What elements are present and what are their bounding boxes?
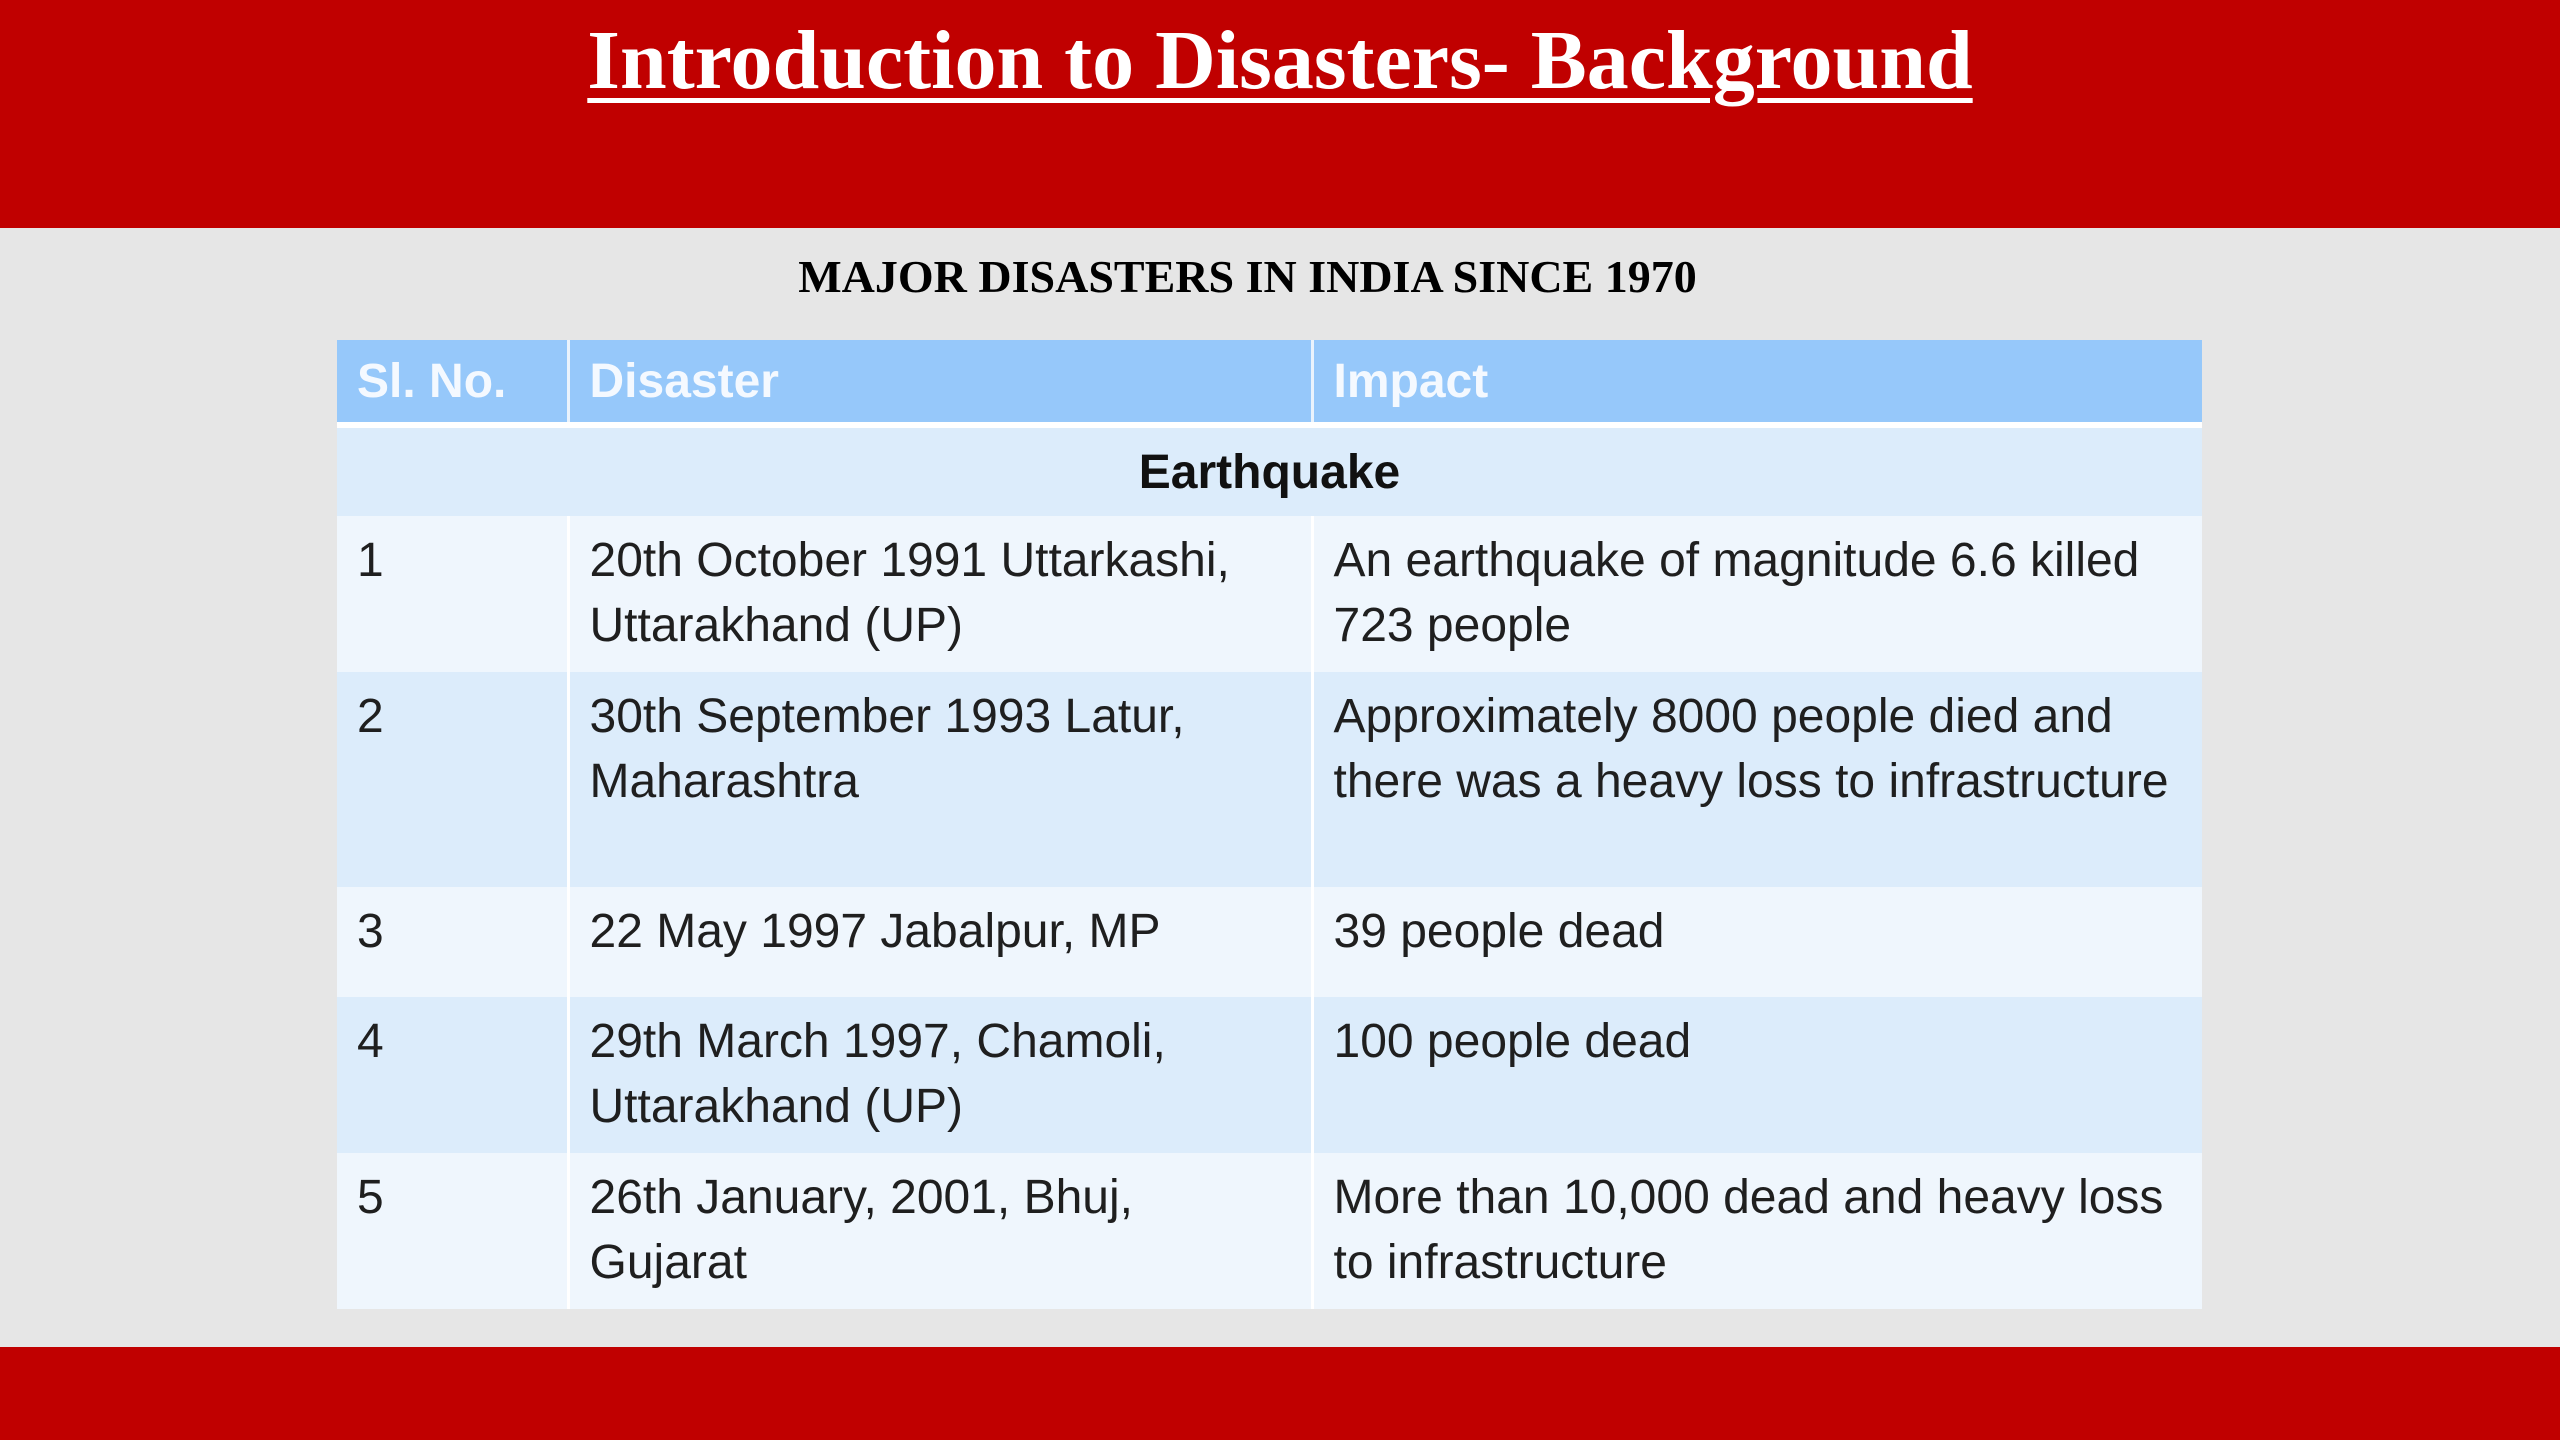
footer-band	[0, 1347, 2560, 1440]
cell-impact: 39 people dead	[1312, 887, 2202, 997]
table-row	[337, 672, 2202, 887]
cell-impact: 100 people dead	[1312, 997, 2202, 1153]
group-row	[337, 425, 2202, 516]
cell-disaster: 22 May 1997 Jabalpur, MP	[568, 887, 1312, 997]
table-row	[337, 1153, 2202, 1309]
cell-impact: More than 10,000 dead and heavy loss to infrastructure	[1312, 1153, 2202, 1309]
cell-disaster: 20th October 1991 Uttarkashi, Uttarakhand (UP)	[568, 516, 1312, 672]
header-impact: Impact	[1312, 340, 2202, 425]
cell-sl-no: 5	[337, 1153, 568, 1309]
cell-sl-no: 3	[337, 887, 568, 997]
group-label: Earthquake	[337, 425, 2202, 516]
cell-sl-no: 2	[337, 672, 568, 887]
cell-sl-no: 1	[337, 516, 568, 672]
cell-impact: Approximately 8000 people died and there was a heavy loss to infrastructure	[1312, 672, 2202, 887]
disasters-table-container	[337, 340, 2202, 1309]
table-row	[337, 887, 2202, 997]
table-body	[337, 425, 2202, 1309]
header-row	[337, 340, 2202, 425]
cell-disaster: 30th September 1993 Latur, Maharashtra	[568, 672, 1312, 887]
table-caption: MAJOR DISASTERS IN INDIA SINCE 1970	[798, 251, 1697, 302]
cell-disaster: 29th March 1997, Chamoli, Uttarakhand (UP)	[568, 997, 1312, 1153]
cell-disaster: 26th January, 2001, Bhuj, Gujarat	[568, 1153, 1312, 1309]
header-sl-no: Sl. No.	[337, 340, 568, 425]
cell-sl-no: 4	[337, 997, 568, 1153]
header-disaster: Disaster	[568, 340, 1312, 425]
table-row	[337, 997, 2202, 1153]
disasters-table	[337, 340, 2202, 1309]
table-row	[337, 516, 2202, 672]
cell-impact: An earthquake of magnitude 6.6 killed 723 people	[1312, 516, 2202, 672]
slide-title: Introduction to Disasters- Background	[587, 14, 1973, 107]
table-header	[337, 340, 2202, 425]
